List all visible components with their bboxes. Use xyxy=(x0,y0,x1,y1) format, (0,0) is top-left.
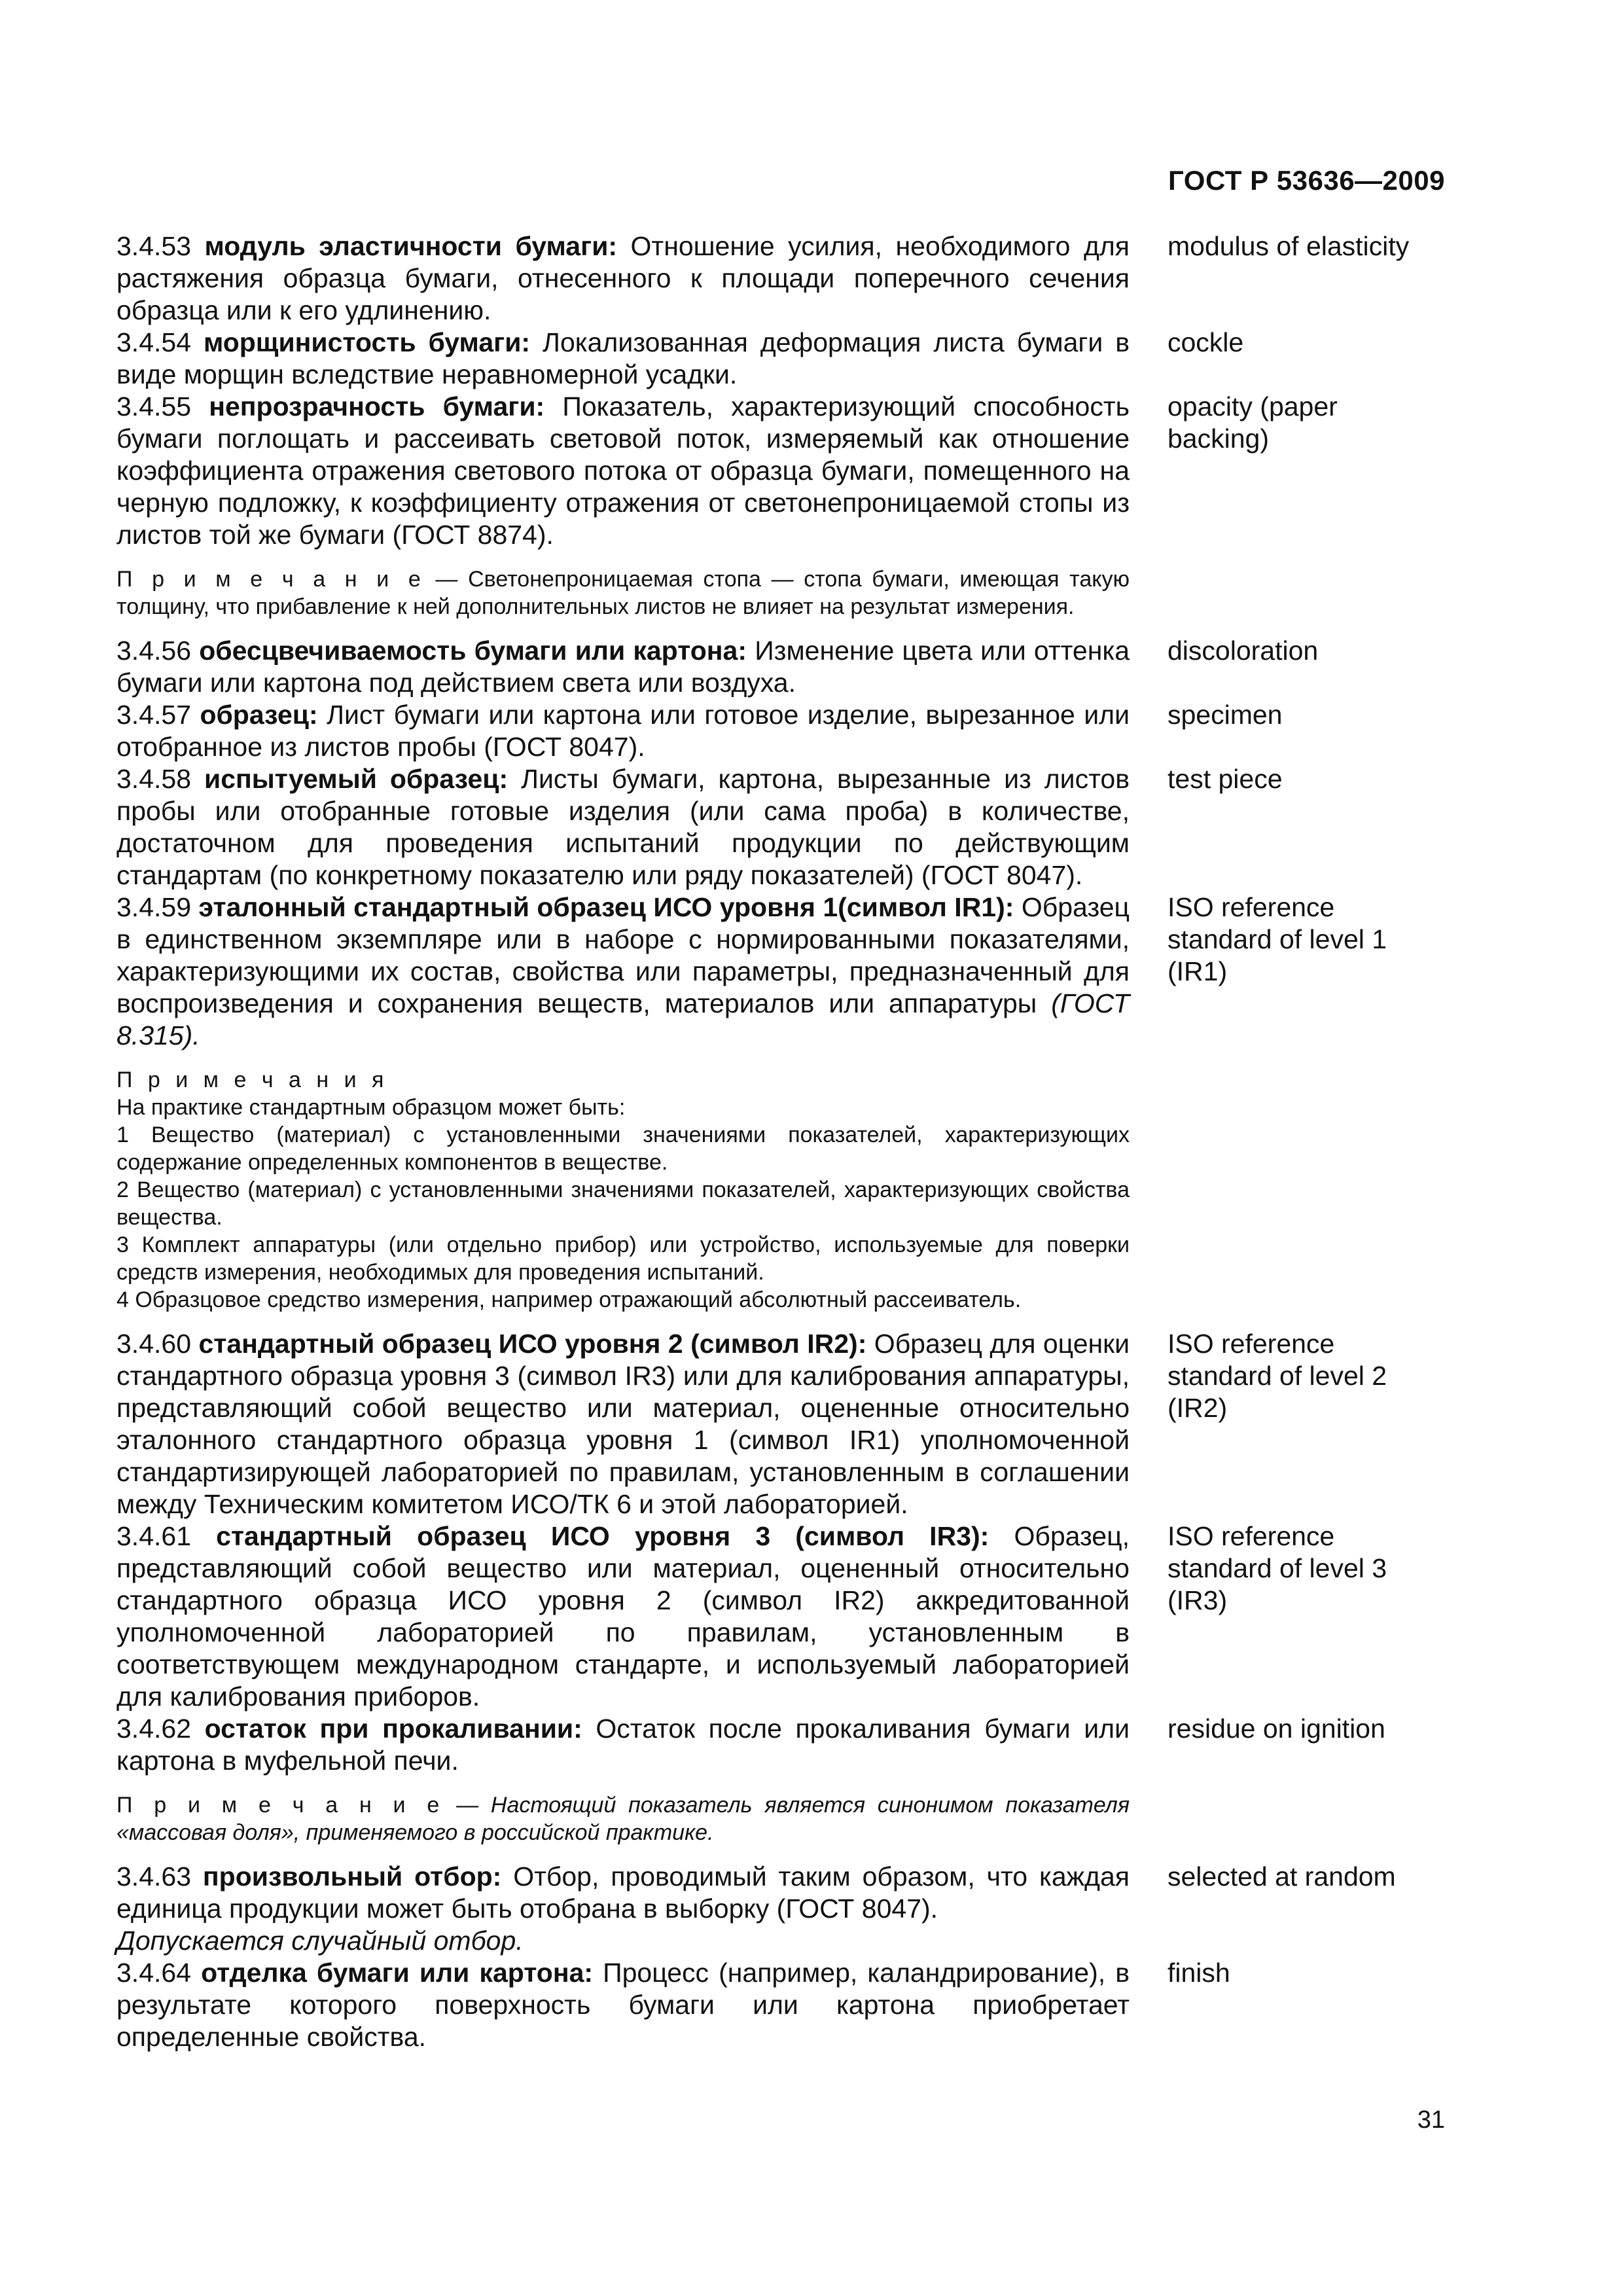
term-name: стандартный образец ИСО уровня 3 (символ IR3): xyxy=(216,1521,990,1551)
term-definition-ru xyxy=(116,391,1130,551)
term-name: модуль эластичности бумаги: xyxy=(204,231,618,261)
note-list-item: 3 Комплект аппаратуры (или отдельно прибор) или устройство, используемые для поверки средств измерения, необходимых для проведения испытаний. xyxy=(116,1232,1130,1285)
term-definition-ru xyxy=(116,1957,1130,2053)
term-entry-3-4-58 xyxy=(116,763,1445,891)
term-equivalent-en: ISO reference standard of level 2 (IR2) xyxy=(1168,1329,1387,1423)
term-name: непрозрачность бумаги: xyxy=(209,391,545,422)
note-list-item: 4 Образцовое средство измерения, например отражающий абсолютный рассеиватель. xyxy=(116,1287,1022,1312)
term-definition-text: Показатель, характеризующий способность бумаги поглощать и рассеивать световой поток, измеряемый как отношение коэффициента отражения светового потока от образца бумаги, помещенного на черную подложку, к коэффициенту отражения от светонепроницаемой стопы из листов той же бумаги (ГОСТ 8874). xyxy=(116,391,1130,550)
term-entry-3-4-63 xyxy=(116,1861,1445,1925)
term-name: стандартный образец ИСО уровня 2 (символ IR2): xyxy=(198,1329,867,1359)
note-text: — Светонепроницаемая стопа — стопа бумаги, имеющая такую толщину, что прибавление к ней дополнительных листов не влияет на результат измерения. xyxy=(116,567,1130,619)
term-definition-ru xyxy=(116,699,1130,763)
note-label: П р и м е ч а н и е xyxy=(116,1793,444,1818)
term-equivalent-en: opacity (paper backing) xyxy=(1168,391,1338,454)
term-definition-ru xyxy=(116,763,1130,891)
term-definition-text: Изменение цвета или оттенка бумаги или картона под действием света или воздуха. xyxy=(116,636,1130,698)
term-equivalent-en: residue on ignition xyxy=(1168,1713,1385,1744)
term-entry-3-4-57 xyxy=(116,699,1445,763)
term-equivalent-en: selected at random xyxy=(1168,1861,1396,1892)
term-number: 3.4.56 xyxy=(116,636,191,666)
term-entry-3-4-61 xyxy=(116,1520,1445,1713)
term-definition-ru xyxy=(116,1328,1130,1520)
term-name: морщинистость бумаги: xyxy=(203,327,531,357)
term-number: 3.4.62 xyxy=(116,1713,191,1744)
note-list-item: 1 Вещество (материал) с установленными значениями показателей, характеризующих содержание определенных компонентов в веществе. xyxy=(116,1122,1130,1175)
term-name: образец: xyxy=(200,700,318,730)
term-definition-ru xyxy=(116,1520,1130,1713)
term-number: 3.4.61 xyxy=(116,1521,191,1551)
term-number: 3.4.59 xyxy=(116,892,191,922)
note-3-4-62 xyxy=(116,1791,1130,1846)
page-number: 31 xyxy=(1417,2106,1445,2134)
term-definition-text: Остаток после прокаливания бумаги или картона в муфельной печи. xyxy=(116,1713,1130,1776)
document-body xyxy=(116,230,1445,2053)
term-reference: (ГОСТ 8.315). xyxy=(116,988,1130,1050)
document-id-header: ГОСТ Р 53636—2009 xyxy=(1168,165,1445,196)
term-number: 3.4.63 xyxy=(116,1861,191,1892)
term-definition-ru xyxy=(116,1713,1130,1777)
term-number: 3.4.53 xyxy=(116,231,191,261)
term-name: остаток при прокаливании: xyxy=(204,1713,582,1744)
term-definition-text: Отношение усилия, необходимого для растяжения образца бумаги, отнесенного к площади поперечного сечения образца или к его удлинению. xyxy=(116,231,1130,325)
note-text: Настоящий показатель является синонимом показателя «массовая доля», применяемого в российской практике. xyxy=(116,1793,1130,1845)
term-definition-text: Образец для оценки стандартного образца уровня 3 (символ IR3) или для калибрования аппаратуры, представляющий собой вещество или материал, оцененные относительно эталонного стандартного образца уровня 1 (символ IR1) уполномоченной стандартизирующей лабораторией по правилам, установленным в соглашении между Техническим комитетом ИСО/ТК 6 и этой лабораторией. xyxy=(116,1329,1130,1519)
term-equivalent-en: specimen xyxy=(1168,700,1283,730)
note-label: П р и м е ч а н и я xyxy=(116,1067,389,1092)
term-entry-3-4-53 xyxy=(116,230,1445,327)
note-3-4-55 xyxy=(116,565,1130,620)
term-number: 3.4.64 xyxy=(116,1958,191,1988)
note-list-item: 2 Вещество (материал) с установленными значениями показателей, характеризующих свойства вещества. xyxy=(116,1177,1130,1230)
notes-3-4-59 xyxy=(116,1066,1130,1314)
term-entry-3-4-60 xyxy=(116,1328,1445,1520)
term-definition-text: Процесс (например, каландрирование), в результате которого поверхность бумаги или картона приобретает определенные свойства. xyxy=(116,1958,1130,2052)
term-definition-text: Образец в единственном экземпляре или в наборе с нормированными показателями, характеризующими их состав, свойства или параметры, предназначенный для воспроизведения и сохранения веществ, материалов или аппаратуры xyxy=(116,892,1130,1018)
term-definition-ru xyxy=(116,635,1130,699)
term-name: отделка бумаги или картона: xyxy=(201,1958,594,1988)
term-name: эталонный стандартный образец ИСО уровня 1(символ IR1): xyxy=(198,892,1014,922)
term-equivalent-en: ISO reference standard of level 3 (IR3) xyxy=(1168,1521,1387,1615)
term-definition-ru xyxy=(116,230,1130,327)
term-entry-3-4-62 xyxy=(116,1713,1445,1777)
term-definition-text: Лист бумаги или картона или готовое изделие, вырезанное или отобранное из листов пробы (ГОСТ 8047). xyxy=(116,700,1130,762)
term-entry-3-4-59 xyxy=(116,891,1445,1052)
term-number: 3.4.55 xyxy=(116,391,191,422)
term-definition-text: Листы бумаги, картона, вырезанные из листов пробы или отобранные готовые изделия (или сама проба) в количестве, достаточном для проведения испытаний продукции по действующим стандартам (по конкретному показателю или ряду показателей) (ГОСТ 8047). xyxy=(116,764,1130,890)
term-definition-text: Отбор, проводимый таким образом, что каждая единица продукции может быть отобрана в выборку (ГОСТ 8047). xyxy=(116,1861,1130,1924)
note-intro: На практике стандартным образцом может быть: xyxy=(116,1095,626,1120)
note-dash: — xyxy=(444,1793,491,1818)
term-definition-text: Образец, представляющий собой вещество или материал, оцененный относительно стандартного образца ИСО уровня 2 (символ IR2) аккредитованной уполномоченной лабораторией по правилам, установленным в соответствующем международном стандарте, и используемый лабораторией для калибрования приборов. xyxy=(116,1521,1130,1712)
term-number: 3.4.57 xyxy=(116,700,191,730)
term-entry-3-4-54 xyxy=(116,327,1445,391)
term-name: обесцвечиваемость бумаги или картона: xyxy=(199,636,747,666)
term-name: испытуемый образец: xyxy=(204,764,508,794)
term-definition-text: Локализованная деформация листа бумаги в виде морщин вследствие неравномерной усадки. xyxy=(116,327,1130,389)
term-number: 3.4.58 xyxy=(116,764,191,794)
term-equivalent-en: ISO reference standard of level 1 (IR1) xyxy=(1168,892,1387,986)
term-entry-3-4-64 xyxy=(116,1957,1445,2053)
term-entry-3-4-55 xyxy=(116,391,1445,551)
term-definition-ru xyxy=(116,891,1130,1052)
term-definition-ru xyxy=(116,327,1130,391)
term-remark: Допускается случайный отбор. xyxy=(116,1926,524,1956)
term-definition-ru xyxy=(116,1861,1130,1925)
term-name: произвольный отбор: xyxy=(202,1861,502,1892)
term-equivalent-en: test piece xyxy=(1168,764,1283,794)
term-equivalent-en: discoloration xyxy=(1168,636,1319,666)
term-number: 3.4.54 xyxy=(116,327,191,357)
term-equivalent-en: cockle xyxy=(1168,327,1244,357)
term-equivalent-en: finish xyxy=(1168,1958,1230,1988)
term-number: 3.4.60 xyxy=(116,1329,191,1359)
term-equivalent-en: modulus of elasticity xyxy=(1168,231,1410,261)
term-entry-3-4-56 xyxy=(116,635,1445,699)
note-label: П р и м е ч а н и е xyxy=(116,567,425,592)
